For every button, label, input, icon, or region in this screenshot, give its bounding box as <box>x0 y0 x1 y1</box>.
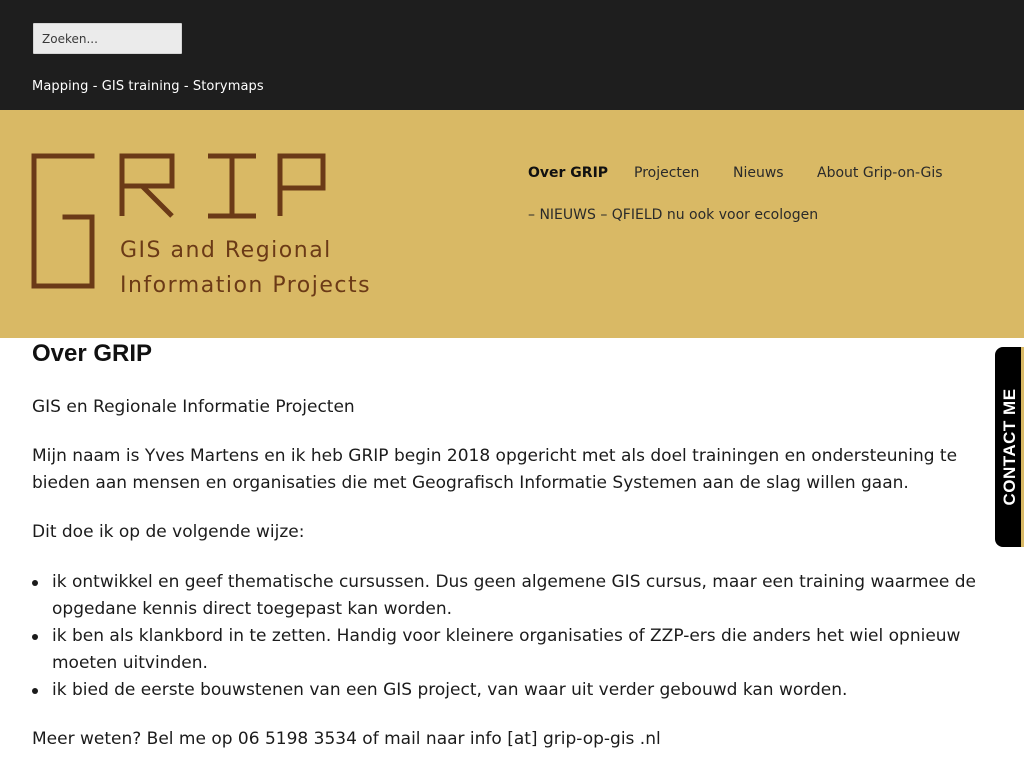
search-input[interactable] <box>33 23 182 54</box>
grip-logo-mark <box>30 150 380 300</box>
nav-item-over-grip[interactable]: Over GRIP <box>528 165 609 181</box>
list-item: ik ontwikkel en geef thematische cursussen. Dus geen algemene GIS cursus, maar een training waarmee de opgedane kennis direct toegepast kan worden. <box>52 569 1020 623</box>
site-tagline: Mapping - GIS training - Storymaps <box>32 79 264 94</box>
list-item: ik ben als klankbord in te zetten. Handig voor kleinere organisaties of ZZP-ers die anders het wiel opnieuw moeten uitvinden. <box>52 623 1020 677</box>
grip-logo[interactable] <box>30 150 380 304</box>
page-subtitle: GIS en Regionale Informatie Projecten <box>32 397 355 417</box>
logo-line-1: GIS and Regional <box>120 238 332 263</box>
services-list <box>32 569 1020 704</box>
page-title: Over GRIP <box>32 340 153 367</box>
logo-line-2: Information Projects <box>120 273 372 298</box>
top-bar <box>0 0 1024 110</box>
list-item: ik bied de eerste bouwstenen van een GIS project, van waar uit verder gebouwd kan worden. <box>52 677 1020 704</box>
contact-tab-label: CONTACT ME <box>999 388 1019 506</box>
nav-item-nieuws-qfield[interactable]: – NIEUWS – QFIELD nu ook voor ecologen <box>528 207 819 223</box>
nav-item-nieuws[interactable]: Nieuws <box>733 165 784 181</box>
intro-paragraph: Mijn naam is Yves Martens en ik heb GRIP begin 2018 opgericht met als doel trainingen en ondersteuning te bieden aan mensen en organisaties die met Geografisch Informatie Systemen aan de slag willen gaan. <box>32 446 958 493</box>
contact-paragraph: Meer weten? Bel me op 06 5198 3534 of mail naar info [at] grip-op-gis .nl <box>32 729 661 749</box>
nav-item-projecten[interactable]: Projecten <box>634 165 700 181</box>
nav-item-about[interactable]: About Grip-on-Gis <box>817 165 943 181</box>
contact-me-tab[interactable] <box>995 347 1024 547</box>
lead-paragraph: Dit doe ik op de volgende wijze: <box>32 522 305 542</box>
